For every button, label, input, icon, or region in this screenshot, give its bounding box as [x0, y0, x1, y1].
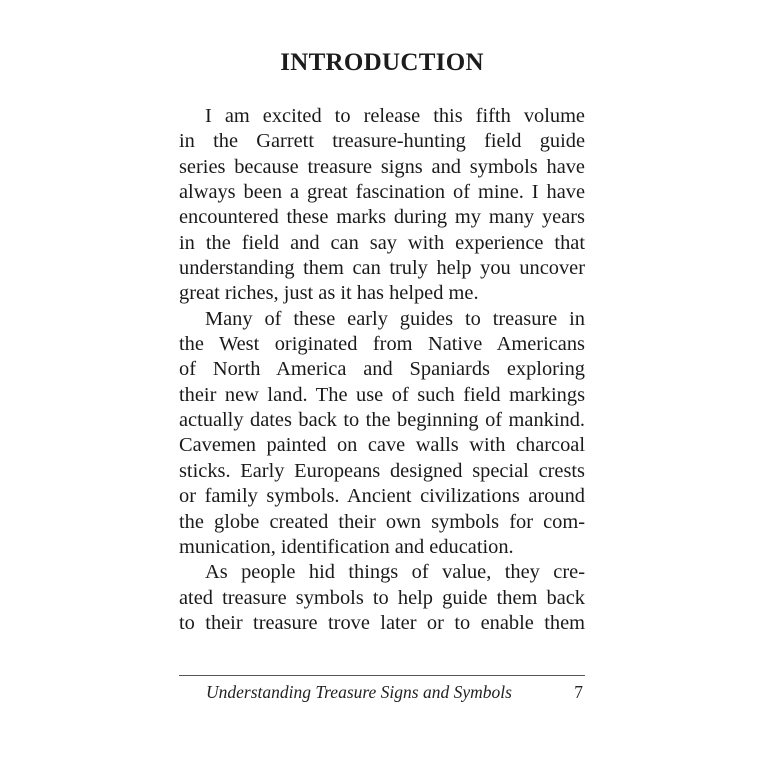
text-line: Cavemen painted on cave walls with charcoal	[179, 434, 585, 457]
text-line: great riches, just as it has helped me.	[179, 282, 479, 305]
text-line: understanding them can truly help you uncover	[179, 257, 585, 280]
text-line: ated treasure symbols to help guide them back	[179, 586, 585, 609]
text-line: actually dates back to the beginning of mankind.	[179, 409, 585, 432]
paragraph-3	[179, 560, 585, 636]
text-line: I am excited to release this fifth volume	[205, 105, 585, 127]
text-line: As people hid things of value, they cre-	[205, 561, 585, 584]
text-line: sticks. Early Europeans designed special crests	[179, 459, 585, 482]
text-line: always been a great fascination of mine. I have	[179, 181, 585, 204]
text-line: to their treasure trove later or to enable them	[179, 611, 585, 634]
text-line: or family symbols. Ancient civilizations around	[179, 485, 585, 508]
paragraph-1	[179, 104, 585, 307]
text-line: their new land. The use of such field markings	[179, 383, 585, 406]
text-line: munication, identification and education.	[179, 535, 514, 558]
text-line: the globe created their own symbols for com-	[179, 510, 585, 533]
body-text	[179, 104, 585, 636]
text-line: of North America and Spaniards exploring	[179, 358, 585, 381]
chapter-title: INTRODUCTION	[280, 49, 484, 76]
text-line: the West originated from Native Americans	[179, 333, 585, 356]
text-line: Many of these early guides to treasure in	[205, 307, 585, 330]
text-line: in the Garrett treasure-hunting field guide	[179, 130, 585, 153]
paragraph-2	[179, 307, 585, 560]
running-footer-title: Understanding Treasure Signs and Symbols	[206, 682, 512, 702]
page-number: 7	[574, 682, 583, 702]
text-line: encountered these marks during my many years	[179, 206, 585, 229]
footer-divider	[179, 675, 585, 676]
text-line: in the field and can say with experience that	[179, 231, 585, 254]
text-line: series because treasure signs and symbols have	[179, 155, 585, 178]
